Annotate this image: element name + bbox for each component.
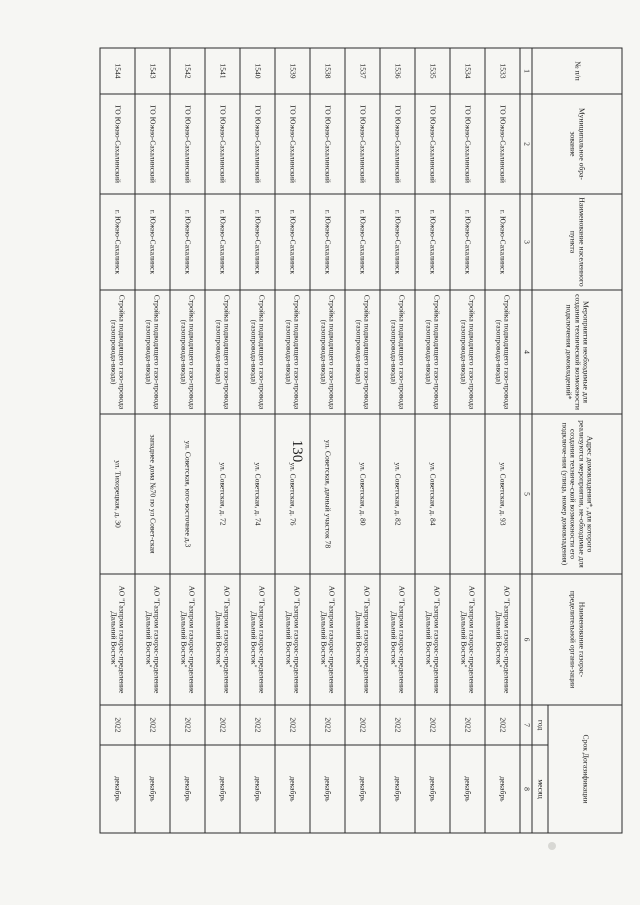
column-number: 7: [520, 705, 532, 745]
settlement-cell: г. Южно-Сахалинск: [485, 194, 520, 290]
column-number: 4: [520, 290, 532, 414]
municipality-cell: ГО Южно-Сахалинский: [485, 94, 520, 194]
header-address: Адрес домовладения*, для которого реализуются мероприятия, не-обходимые для создания техниче-ской возможности его подключе-ния (улица, номер домовладения): [532, 414, 622, 574]
municipality-cell: ГО Южно-Сахалинский: [100, 94, 135, 194]
table-body: [100, 48, 520, 833]
header-term: Срок Догазификации: [548, 705, 622, 833]
municipality-cell: ГО Южно-Сахалинский: [310, 94, 345, 194]
year-cell: 2022: [100, 705, 135, 745]
table-row: [450, 48, 485, 833]
year-cell: 2022: [310, 705, 345, 745]
address-cell: ул. Советская, д. 80: [345, 414, 380, 574]
column-number: 8: [520, 745, 532, 833]
municipality-cell: ГО Южно-Сахалинский: [415, 94, 450, 194]
row-number-cell: 1534: [450, 48, 485, 94]
settlement-cell: г. Южно-Сахалинск: [310, 194, 345, 290]
column-number: 3: [520, 194, 532, 290]
organization-cell: АО "Газпром газорас-пределение Дальний Восток": [205, 574, 240, 705]
table-row: [380, 48, 415, 833]
column-number: 2: [520, 94, 532, 194]
column-number: 5: [520, 414, 532, 574]
month-cell: декабрь: [310, 745, 345, 833]
row-number-cell: 1540: [240, 48, 275, 94]
year-cell: 2022: [275, 705, 310, 745]
settlement-cell: г. Южно-Сахалинск: [100, 194, 135, 290]
municipality-cell: ГО Южно-Сахалинский: [450, 94, 485, 194]
address-cell: ул. Советская, д. 93: [485, 414, 520, 574]
table-header: [520, 48, 622, 833]
month-cell: декабрь: [345, 745, 380, 833]
measures-cell: Стройка подводящего газо-провода (газопровода-ввода): [345, 290, 380, 414]
measures-cell: Стройка подводящего газо-провода (газопровода-ввода): [170, 290, 205, 414]
measures-cell: Стройка подводящего газо-провода (газопровода-ввода): [275, 290, 310, 414]
scan-speck: [548, 842, 556, 850]
settlement-cell: г. Южно-Сахалинск: [240, 194, 275, 290]
municipality-cell: ГО Южно-Сахалинский: [240, 94, 275, 194]
address-cell: ул. Советская, д. 72: [205, 414, 240, 574]
municipality-cell: ГО Южно-Сахалинский: [135, 94, 170, 194]
month-cell: декабрь: [275, 745, 310, 833]
header-year: год: [532, 705, 548, 745]
page-number: 130: [289, 439, 305, 463]
organization-cell: АО "Газпром газорас-пределение Дальний Восток": [345, 574, 380, 705]
header-num: № п/п: [532, 48, 622, 94]
measures-cell: Стройка подводящего газо-провода (газопровода-ввода): [100, 290, 135, 414]
column-number: 6: [520, 574, 532, 705]
address-cell: ул. Советская, юго-восточнее д.3: [170, 414, 205, 574]
header-month: месяц: [532, 745, 548, 833]
address-cell: ул. Тихорецкая, д. 30: [100, 414, 135, 574]
address-cell: ул. Советская, д. 76: [275, 414, 310, 574]
municipality-cell: ГО Южно-Сахалинский: [275, 94, 310, 194]
year-cell: 2022: [345, 705, 380, 745]
organization-cell: АО "Газпром газорас-пределение Дальний Восток": [485, 574, 520, 705]
column-number: 1: [520, 48, 532, 94]
year-cell: 2022: [170, 705, 205, 745]
settlement-cell: г. Южно-Сахалинск: [205, 194, 240, 290]
table-row: [485, 48, 520, 833]
table-row: [170, 48, 205, 833]
month-cell: декабрь: [485, 745, 520, 833]
month-cell: декабрь: [380, 745, 415, 833]
municipality-cell: ГО Южно-Сахалинский: [170, 94, 205, 194]
measures-cell: Стройка подводящего газо-провода (газопровода-ввода): [205, 290, 240, 414]
table-row: [240, 48, 275, 833]
year-cell: 2022: [380, 705, 415, 745]
organization-cell: АО "Газпром газорас-пределение Дальний Восток": [380, 574, 415, 705]
row-number-cell: 1536: [380, 48, 415, 94]
table-row: [310, 48, 345, 833]
municipality-cell: ГО Южно-Сахалинский: [380, 94, 415, 194]
measures-cell: Стройка подводящего газо-провода (газопровода-ввода): [485, 290, 520, 414]
measures-cell: Стройка подводящего газо-провода (газопровода-ввода): [415, 290, 450, 414]
row-number-cell: 1538: [310, 48, 345, 94]
row-number-cell: 1533: [485, 48, 520, 94]
settlement-cell: г. Южно-Сахалинск: [135, 194, 170, 290]
table-row: [205, 48, 240, 833]
gasification-table: [100, 48, 623, 834]
organization-cell: АО "Газпром газорас-пределение Дальний Восток": [310, 574, 345, 705]
settlement-cell: г. Южно-Сахалинск: [415, 194, 450, 290]
row-number-cell: 1544: [100, 48, 135, 94]
organization-cell: АО "Газпром газорас-пределение Дальний Восток": [450, 574, 485, 705]
month-cell: декабрь: [240, 745, 275, 833]
row-number-cell: 1537: [345, 48, 380, 94]
measures-cell: Стройка подводящего газо-провода (газопровода-ввода): [310, 290, 345, 414]
address-cell: ул. Советская, д. 82: [380, 414, 415, 574]
month-cell: декабрь: [205, 745, 240, 833]
column-number-row: [520, 48, 532, 833]
address-cell: ул. Советская, дачный участок 78: [310, 414, 345, 574]
month-cell: декабрь: [415, 745, 450, 833]
header-municipality: Муниципальное обра-зование: [532, 94, 622, 194]
settlement-cell: г. Южно-Сахалинск: [345, 194, 380, 290]
organization-cell: АО "Газпром газорас-пределение Дальний Восток": [275, 574, 310, 705]
row-number-cell: 1539: [275, 48, 310, 94]
measures-cell: Стройка подводящего газо-провода (газопровода-ввода): [380, 290, 415, 414]
row-number-cell: 1542: [170, 48, 205, 94]
organization-cell: АО "Газпром газорас-пределение Дальний Восток": [170, 574, 205, 705]
settlement-cell: г. Южно-Сахалинск: [275, 194, 310, 290]
organization-cell: АО "Газпром газорас-пределение Дальний Восток": [415, 574, 450, 705]
organization-cell: АО "Газпром газорас-пределение Дальний Восток": [100, 574, 135, 705]
year-cell: 2022: [240, 705, 275, 745]
address-cell: ул. Советская, д. 74: [240, 414, 275, 574]
year-cell: 2022: [415, 705, 450, 745]
row-number-cell: 1535: [415, 48, 450, 94]
month-cell: декабрь: [100, 745, 135, 833]
organization-cell: АО "Газпром газорас-пределение Дальний Восток": [135, 574, 170, 705]
measures-cell: Стройка подводящего газо-провода (газопровода-ввода): [450, 290, 485, 414]
municipality-cell: ГО Южно-Сахалинский: [205, 94, 240, 194]
measures-cell: Стройка подводящего газо-провода (газопровода-ввода): [135, 290, 170, 414]
header-measures: Мероприятия необходимые для создания технической возможности подключения домовладений*: [532, 290, 622, 414]
header-organization: Наименование газорас-пределительной органи-зации: [532, 574, 622, 705]
address-cell: западнее дома №70 по ул Совет-ская: [135, 414, 170, 574]
year-cell: 2022: [135, 705, 170, 745]
gasification-table-frame: [101, 48, 623, 833]
municipality-cell: ГО Южно-Сахалинский: [345, 94, 380, 194]
row-number-cell: 1541: [205, 48, 240, 94]
table-row: [100, 48, 135, 833]
table-row: [345, 48, 380, 833]
settlement-cell: г. Южно-Сахалинск: [380, 194, 415, 290]
settlement-cell: г. Южно-Сахалинск: [450, 194, 485, 290]
year-cell: 2022: [450, 705, 485, 745]
table-row: [415, 48, 450, 833]
month-cell: декабрь: [170, 745, 205, 833]
header-settlement: Наименование населенного пункта: [532, 194, 622, 290]
measures-cell: Стройка подводящего газо-провода (газопровода-ввода): [240, 290, 275, 414]
settlement-cell: г. Южно-Сахалинск: [170, 194, 205, 290]
table-row: [275, 48, 310, 833]
organization-cell: АО "Газпром газорас-пределение Дальний Восток": [240, 574, 275, 705]
address-cell: ул. Советская, д. 84: [415, 414, 450, 574]
year-cell: 2022: [205, 705, 240, 745]
row-number-cell: 1543: [135, 48, 170, 94]
table-row: [135, 48, 170, 833]
address-cell: [450, 414, 485, 574]
month-cell: декабрь: [135, 745, 170, 833]
year-cell: 2022: [485, 705, 520, 745]
month-cell: декабрь: [450, 745, 485, 833]
